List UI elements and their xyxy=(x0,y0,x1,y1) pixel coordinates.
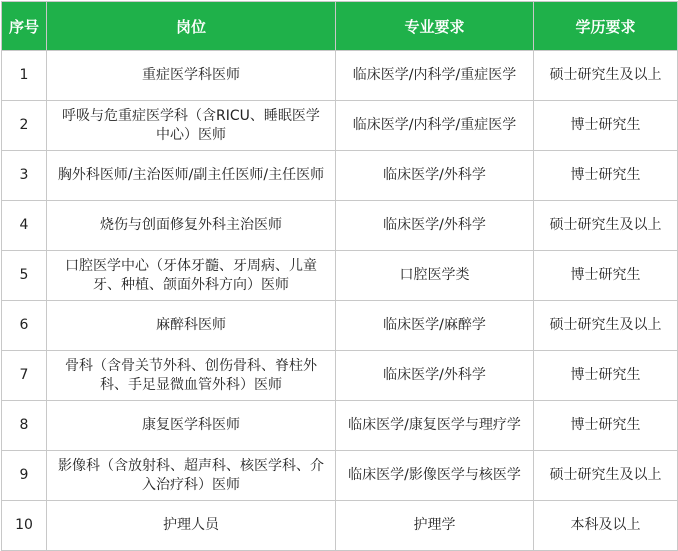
table-row xyxy=(2,51,678,101)
cell-major: 临床医学/内科学/重症医学 xyxy=(336,51,534,101)
cell-position: 康复医学科医师 xyxy=(47,401,336,451)
cell-position: 骨科（含骨关节外科、创伤骨科、脊柱外科、手足显微血管外科）医师 xyxy=(47,351,336,401)
cell-position: 胸外科医师/主治医师/副主任医师/主任医师 xyxy=(47,151,336,201)
table-row xyxy=(2,501,678,551)
cell-education: 博士研究生 xyxy=(534,101,678,151)
cell-major: 临床医学/影像医学与核医学 xyxy=(336,451,534,501)
cell-education: 硕士研究生及以上 xyxy=(534,301,678,351)
header-number: 序号 xyxy=(2,2,47,51)
cell-position: 影像科（含放射科、超声科、核医学科、介入治疗科）医师 xyxy=(47,451,336,501)
cell-position: 麻醉科医师 xyxy=(47,301,336,351)
header-major: 专业要求 xyxy=(336,2,534,51)
cell-number: 8 xyxy=(2,401,47,451)
cell-position: 护理人员 xyxy=(47,501,336,551)
table-row xyxy=(2,301,678,351)
cell-number: 3 xyxy=(2,151,47,201)
cell-major: 临床医学/外科学 xyxy=(336,151,534,201)
cell-number: 7 xyxy=(2,351,47,401)
cell-number: 9 xyxy=(2,451,47,501)
cell-education: 博士研究生 xyxy=(534,251,678,301)
cell-education: 博士研究生 xyxy=(534,151,678,201)
cell-education: 硕士研究生及以上 xyxy=(534,201,678,251)
table-row xyxy=(2,201,678,251)
cell-number: 10 xyxy=(2,501,47,551)
cell-number: 1 xyxy=(2,51,47,101)
header-position: 岗位 xyxy=(47,2,336,51)
table-row xyxy=(2,351,678,401)
cell-major: 口腔医学类 xyxy=(336,251,534,301)
cell-major: 临床医学/内科学/重症医学 xyxy=(336,101,534,151)
cell-position: 呼吸与危重症医学科（含RICU、睡眠医学中心）医师 xyxy=(47,101,336,151)
table-header-row xyxy=(2,2,678,51)
cell-position: 口腔医学中心（牙体牙髓、牙周病、儿童牙、种植、颌面外科方向）医师 xyxy=(47,251,336,301)
cell-major: 临床医学/外科学 xyxy=(336,201,534,251)
cell-number: 4 xyxy=(2,201,47,251)
cell-education: 博士研究生 xyxy=(534,351,678,401)
cell-education: 本科及以上 xyxy=(534,501,678,551)
recruitment-table xyxy=(1,1,678,551)
cell-education: 硕士研究生及以上 xyxy=(534,51,678,101)
cell-education: 博士研究生 xyxy=(534,401,678,451)
cell-major: 临床医学/康复医学与理疗学 xyxy=(336,401,534,451)
table-row xyxy=(2,401,678,451)
cell-position: 重症医学科医师 xyxy=(47,51,336,101)
cell-number: 2 xyxy=(2,101,47,151)
table-row xyxy=(2,101,678,151)
header-education: 学历要求 xyxy=(534,2,678,51)
table-row xyxy=(2,451,678,501)
cell-number: 6 xyxy=(2,301,47,351)
cell-major: 护理学 xyxy=(336,501,534,551)
cell-number: 5 xyxy=(2,251,47,301)
cell-education: 硕士研究生及以上 xyxy=(534,451,678,501)
table-row xyxy=(2,151,678,201)
cell-major: 临床医学/外科学 xyxy=(336,351,534,401)
table-row xyxy=(2,251,678,301)
cell-major: 临床医学/麻醉学 xyxy=(336,301,534,351)
cell-position: 烧伤与创面修复外科主治医师 xyxy=(47,201,336,251)
